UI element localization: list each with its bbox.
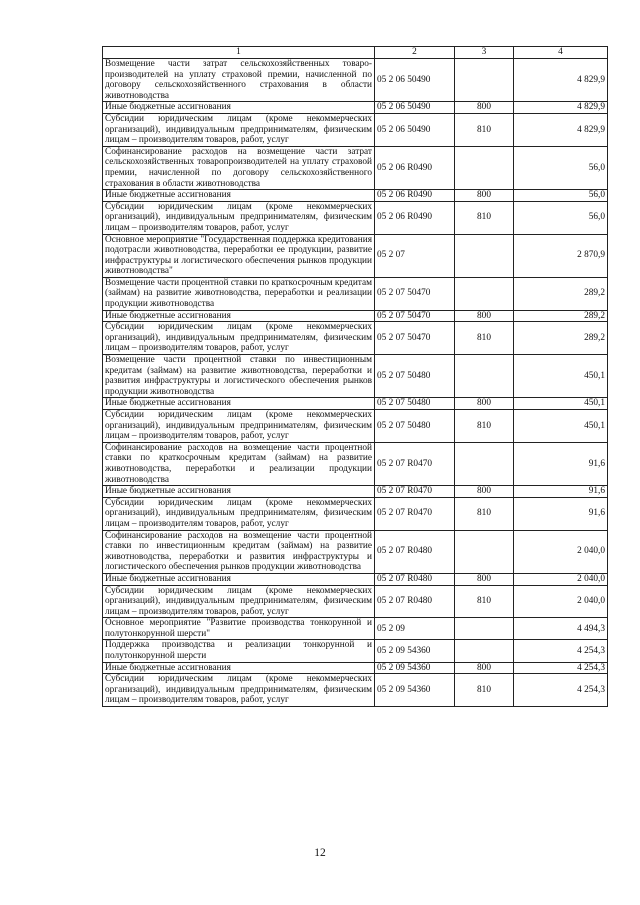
table-row [103, 497, 608, 530]
row-code-cell: 05 2 06 R0490 [375, 190, 455, 202]
table-row [103, 277, 608, 310]
row-name-cell: Возмещение части процентной ставки по краткосрочным кредитам (займам) на развитие животноводства, переработки и реализации продукции животноводства [103, 277, 375, 310]
table-row [103, 398, 608, 410]
row-expense-type-cell [455, 442, 514, 485]
row-expense-type-cell: 800 [455, 398, 514, 410]
row-code-cell: 05 2 07 50470 [375, 322, 455, 355]
table-row [103, 322, 608, 355]
row-amount-cell: 4 829,9 [514, 102, 608, 114]
row-code-cell: 05 2 06 R0490 [375, 146, 455, 189]
row-amount-cell: 56,0 [514, 146, 608, 189]
column-header-2: 2 [375, 47, 455, 59]
row-expense-type-cell: 810 [455, 410, 514, 443]
row-name-cell: Возмещение части процентной ставки по инвестиционным кредитам (займам) на развитие животноводства, переработки и развития инфраструктуры и логистического обеспечения рынков продукции животноводства [103, 355, 375, 398]
table-row [103, 585, 608, 618]
row-expense-type-cell [455, 530, 514, 573]
row-expense-type-cell [455, 355, 514, 398]
row-expense-type-cell: 800 [455, 662, 514, 674]
row-code-cell: 05 2 07 50480 [375, 398, 455, 410]
row-amount-cell: 4 494,3 [514, 618, 608, 640]
row-expense-type-cell: 800 [455, 190, 514, 202]
row-amount-cell: 4 254,3 [514, 640, 608, 662]
table-row [103, 530, 608, 573]
table-row [103, 310, 608, 322]
row-name-cell: Основное мероприятие "Развитие производства тонкорунной и полутонкорунной шерсти" [103, 618, 375, 640]
column-header-1: 1 [103, 47, 375, 59]
table-row [103, 674, 608, 707]
row-amount-cell: 289,2 [514, 322, 608, 355]
row-name-cell: Субсидии юридическим лицам (кроме некоммерческих организаций), индивидуальным предпринимателям, физическим лицам – производителям товаров, работ, услуг [103, 674, 375, 707]
row-name-cell: Иные бюджетные ассигнования [103, 102, 375, 114]
row-expense-type-cell [455, 277, 514, 310]
row-code-cell: 05 2 06 50490 [375, 59, 455, 102]
row-code-cell: 05 2 07 50470 [375, 310, 455, 322]
row-name-cell: Иные бюджетные ассигнования [103, 310, 375, 322]
row-code-cell: 05 2 07 50470 [375, 277, 455, 310]
row-name-cell: Субсидии юридическим лицам (кроме некоммерческих организаций), индивидуальным предпринимателям, физическим лицам – производителям товаров, работ, услуг [103, 410, 375, 443]
row-expense-type-cell [455, 146, 514, 189]
row-expense-type-cell [455, 640, 514, 662]
row-amount-cell: 2 040,0 [514, 530, 608, 573]
table-row [103, 113, 608, 146]
row-expense-type-cell: 800 [455, 486, 514, 498]
row-code-cell: 05 2 07 50480 [375, 410, 455, 443]
row-expense-type-cell: 800 [455, 573, 514, 585]
row-amount-cell: 91,6 [514, 497, 608, 530]
table-row [103, 573, 608, 585]
table-row [103, 59, 608, 102]
row-amount-cell: 2 040,0 [514, 585, 608, 618]
row-name-cell: Иные бюджетные ассигнования [103, 486, 375, 498]
row-expense-type-cell: 800 [455, 102, 514, 114]
row-amount-cell: 91,6 [514, 442, 608, 485]
table-row [103, 640, 608, 662]
row-name-cell: Иные бюджетные ассигнования [103, 662, 375, 674]
row-amount-cell: 2 870,9 [514, 234, 608, 277]
row-name-cell: Субсидии юридическим лицам (кроме некоммерческих организаций), индивидуальным предпринимателям, физическим лицам – производителям товаров, работ, услуг [103, 497, 375, 530]
table-row [103, 234, 608, 277]
row-expense-type-cell: 810 [455, 585, 514, 618]
table-row [103, 410, 608, 443]
column-header-3: 3 [455, 47, 514, 59]
row-expense-type-cell: 810 [455, 113, 514, 146]
row-code-cell: 05 2 09 54360 [375, 640, 455, 662]
row-name-cell: Поддержка производства и реализации тонкорунной и полутонкорунной шерсти [103, 640, 375, 662]
row-code-cell: 05 2 07 R0480 [375, 573, 455, 585]
table-row [103, 355, 608, 398]
row-code-cell: 05 2 06 R0490 [375, 201, 455, 234]
table-row [103, 442, 608, 485]
row-code-cell: 05 2 07 R0480 [375, 585, 455, 618]
table-row [103, 102, 608, 114]
row-name-cell: Основное мероприятие "Государственная поддержка кредитования подотрасли животноводства, переработки ее продукции, развитие инфраструктуры и логистического обеспечения рынков продукции животноводства" [103, 234, 375, 277]
row-name-cell: Возмещение части затрат сельскохозяйственных товаро-производителей на уплату страховой премии, начисленной по договору сельскохозяйственного страхования в области животноводства [103, 59, 375, 102]
page-number: 12 [314, 847, 326, 859]
row-name-cell: Субсидии юридическим лицам (кроме некоммерческих организаций), индивидуальным предпринимателям, физическим лицам – производителям товаров, работ, услуг [103, 322, 375, 355]
row-amount-cell: 4 254,3 [514, 662, 608, 674]
row-code-cell: 05 2 06 50490 [375, 102, 455, 114]
row-name-cell: Софинансирование расходов на возмещение части процентной ставки по инвестиционным кредитам (займам) на развитие животноводства, переработки и развития инфраструктуры и логистического обеспечения рынков продукции животноводства [103, 530, 375, 573]
table-row [103, 618, 608, 640]
row-code-cell: 05 2 06 50490 [375, 113, 455, 146]
row-name-cell: Субсидии юридическим лицам (кроме некоммерческих организаций), индивидуальным предпринимателям, физическим лицам – производителям товаров, работ, услуг [103, 113, 375, 146]
row-code-cell: 05 2 07 50480 [375, 355, 455, 398]
row-amount-cell: 450,1 [514, 355, 608, 398]
row-expense-type-cell: 800 [455, 310, 514, 322]
row-amount-cell: 56,0 [514, 190, 608, 202]
table-row [103, 201, 608, 234]
budget-table [102, 46, 608, 707]
row-expense-type-cell [455, 59, 514, 102]
row-expense-type-cell [455, 234, 514, 277]
row-expense-type-cell: 810 [455, 201, 514, 234]
table-row [103, 486, 608, 498]
row-code-cell: 05 2 07 R0470 [375, 497, 455, 530]
row-name-cell: Софинансирование расходов на возмещение части затрат сельскохозяйственных товаропроизводителей на уплату страховой премии, начисленной по договору сельскохозяйственного страхования в области животноводства [103, 146, 375, 189]
row-expense-type-cell: 810 [455, 497, 514, 530]
row-name-cell: Софинансирование расходов на возмещение части процентной ставки по краткосрочным кредитам (займам) на развитие животноводства, переработки и реализации продукции животноводства [103, 442, 375, 485]
row-name-cell: Субсидии юридическим лицам (кроме некоммерческих организаций), индивидуальным предпринимателям, физическим лицам – производителям товаров, работ, услуг [103, 201, 375, 234]
row-code-cell: 05 2 09 54360 [375, 662, 455, 674]
table-row [103, 662, 608, 674]
row-code-cell: 05 2 07 R0470 [375, 442, 455, 485]
row-name-cell: Иные бюджетные ассигнования [103, 573, 375, 585]
row-amount-cell: 2 040,0 [514, 573, 608, 585]
row-amount-cell: 450,1 [514, 410, 608, 443]
table-body [103, 59, 608, 707]
row-code-cell: 05 2 07 R0470 [375, 486, 455, 498]
table-header-row [103, 47, 608, 59]
row-expense-type-cell: 810 [455, 322, 514, 355]
row-code-cell: 05 2 07 [375, 234, 455, 277]
row-amount-cell: 4 254,3 [514, 674, 608, 707]
row-code-cell: 05 2 07 R0480 [375, 530, 455, 573]
row-amount-cell: 56,0 [514, 201, 608, 234]
row-amount-cell: 4 829,9 [514, 59, 608, 102]
row-amount-cell: 91,6 [514, 486, 608, 498]
row-amount-cell: 289,2 [514, 310, 608, 322]
row-amount-cell: 450,1 [514, 398, 608, 410]
row-name-cell: Иные бюджетные ассигнования [103, 398, 375, 410]
table-row [103, 190, 608, 202]
row-amount-cell: 4 829,9 [514, 113, 608, 146]
row-code-cell: 05 2 09 [375, 618, 455, 640]
row-name-cell: Субсидии юридическим лицам (кроме некоммерческих организаций), индивидуальным предпринимателям, физическим лицам – производителям товаров, работ, услуг [103, 585, 375, 618]
table-row [103, 146, 608, 189]
row-expense-type-cell: 810 [455, 674, 514, 707]
row-expense-type-cell [455, 618, 514, 640]
row-amount-cell: 289,2 [514, 277, 608, 310]
row-code-cell: 05 2 09 54360 [375, 674, 455, 707]
row-name-cell: Иные бюджетные ассигнования [103, 190, 375, 202]
column-header-4: 4 [514, 47, 608, 59]
